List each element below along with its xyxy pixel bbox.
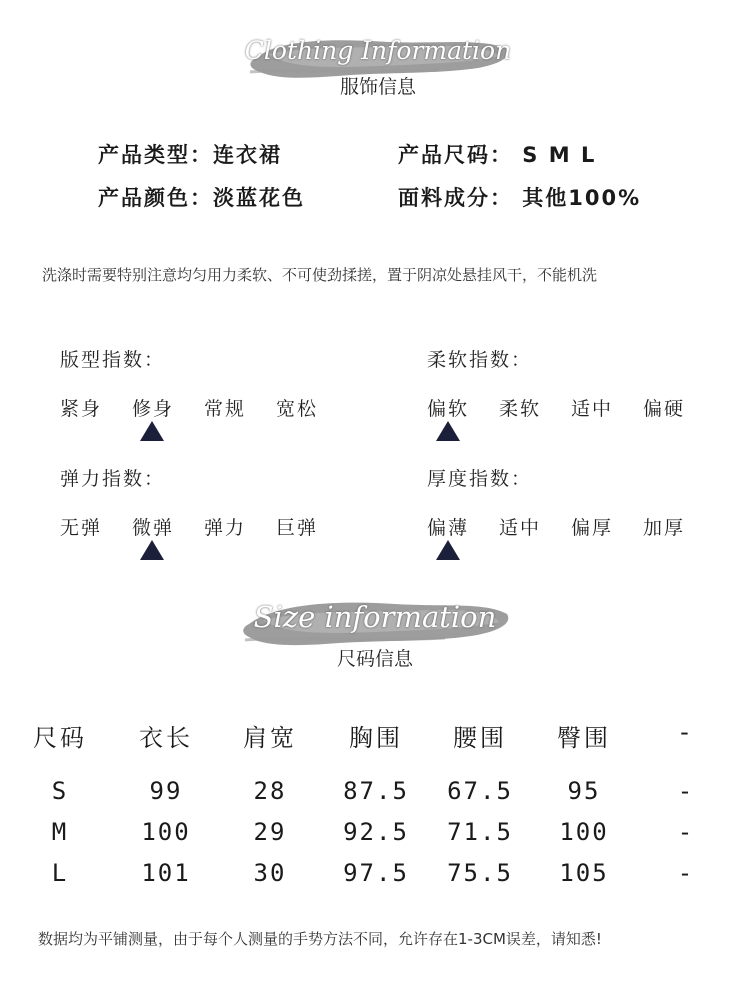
fit-option: 常规 xyxy=(204,398,247,420)
table-cell: 29 xyxy=(253,818,287,846)
elasticity-indicator-triangle-icon xyxy=(140,540,164,560)
softness-option: 柔软 xyxy=(499,398,542,420)
size-info-banner xyxy=(235,592,515,672)
elasticity-option: 巨弹 xyxy=(276,517,319,539)
size-table-header: 衣长 xyxy=(139,724,193,752)
table-cell: 30 xyxy=(253,859,287,887)
thickness-index-title: 厚度指数： xyxy=(427,468,533,490)
elasticity-index-title: 弹力指数： xyxy=(60,468,166,490)
size-table-header: 臀围 xyxy=(557,724,611,752)
table-cell: 67.5 xyxy=(447,777,513,805)
table-cell: 100 xyxy=(141,818,191,846)
table-cell: - xyxy=(677,859,695,887)
product-fabric: 面料成分： 其他100% xyxy=(398,186,642,210)
elasticity-option: 无弹 xyxy=(60,517,103,539)
softness-option: 偏软 xyxy=(427,398,470,420)
table-cell: 100 xyxy=(559,818,609,846)
clothing-info-banner xyxy=(238,28,518,108)
elasticity-option: 弹力 xyxy=(204,517,247,539)
measurement-footnote: 数据均为平铺测量，由于每个人测量的手势方法不同，允许存在1-3CM误差，请知悉! xyxy=(38,930,602,948)
size-table-header: 尺码 xyxy=(33,724,87,752)
table-cell: M xyxy=(51,818,69,846)
care-note: 洗涤时需要特别注意均匀用力柔软、不可使劲揉搓，置于阴凉处悬挂风干，不能机洗 xyxy=(42,266,598,284)
size-table-header: 腰围 xyxy=(453,724,507,752)
fit-option: 紧身 xyxy=(60,398,103,420)
product-type: 产品类型：连衣裙 xyxy=(98,143,282,167)
table-cell: - xyxy=(677,777,695,805)
size-table-header: - xyxy=(680,718,692,746)
fit-option: 宽松 xyxy=(276,398,319,420)
table-cell: 87.5 xyxy=(343,777,409,805)
fit-option: 修身 xyxy=(132,398,175,420)
table-cell: 71.5 xyxy=(447,818,513,846)
elasticity-option: 微弹 xyxy=(132,517,175,539)
table-cell: 97.5 xyxy=(343,859,409,887)
table-cell: 75.5 xyxy=(447,859,513,887)
size-info-title-cn: 尺码信息 xyxy=(336,648,413,670)
softness-index-title: 柔软指数： xyxy=(427,349,533,371)
softness-option: 适中 xyxy=(571,398,614,420)
size-info-title-en: Size information xyxy=(253,600,497,634)
table-cell: 95 xyxy=(567,777,601,805)
thickness-indicator-triangle-icon xyxy=(436,540,460,560)
thickness-option: 加厚 xyxy=(643,517,686,539)
table-cell: - xyxy=(677,818,695,846)
fit-indicator-triangle-icon xyxy=(140,421,164,441)
table-cell: 101 xyxy=(141,859,191,887)
softness-option: 偏硬 xyxy=(643,398,686,420)
thickness-option: 偏薄 xyxy=(427,517,470,539)
product-size: 产品尺码： S M L xyxy=(398,143,597,167)
table-cell: 28 xyxy=(253,777,287,805)
table-cell: 105 xyxy=(559,859,609,887)
table-cell: 92.5 xyxy=(343,818,409,846)
table-cell: S xyxy=(51,777,69,805)
thickness-option: 偏厚 xyxy=(571,517,614,539)
softness-indicator-triangle-icon xyxy=(436,421,460,441)
table-cell: 99 xyxy=(149,777,183,805)
clothing-info-title-cn: 服饰信息 xyxy=(339,76,416,98)
fit-index-title: 版型指数： xyxy=(60,349,166,371)
size-table-header: 胸围 xyxy=(349,724,403,752)
product-color: 产品颜色：淡蓝花色 xyxy=(98,186,305,210)
size-table-header: 肩宽 xyxy=(243,724,297,752)
clothing-info-title-en: Clothing Information xyxy=(244,36,512,65)
thickness-option: 适中 xyxy=(499,517,542,539)
table-cell: L xyxy=(51,859,69,887)
